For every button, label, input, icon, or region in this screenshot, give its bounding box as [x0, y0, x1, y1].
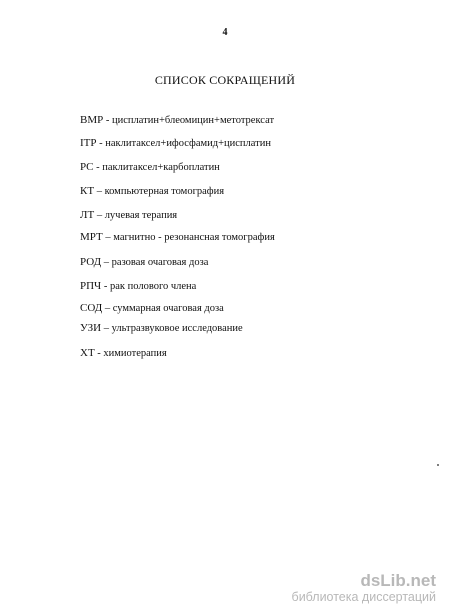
definition: - рак полового члена	[101, 281, 197, 292]
page-title: СПИСОК СОКРАЩЕНИЙ	[154, 73, 296, 87]
definition: – разовая очаговая доза	[101, 257, 209, 268]
abbreviation: ЛТ	[80, 209, 95, 221]
list-item	[80, 185, 224, 198]
abbreviation: МРТ	[80, 231, 103, 243]
list-item	[80, 161, 220, 174]
definition: - химиотерапия	[94, 348, 167, 359]
abbreviation: РОД	[80, 256, 102, 268]
abbreviation: PC	[80, 161, 94, 173]
list-item	[80, 231, 275, 244]
definition: – лучевая терапия	[94, 210, 178, 221]
definition: - цисплатин+блеомицин+метотрексат	[103, 115, 275, 126]
watermark	[292, 571, 436, 605]
abbreviation: РПЧ	[80, 280, 102, 292]
list-item	[80, 256, 208, 269]
list-item	[80, 114, 274, 127]
list-item	[80, 209, 177, 222]
abbreviation: ITP	[80, 137, 97, 149]
list-item	[80, 137, 271, 150]
watermark-brand: dsLib.net	[360, 571, 436, 590]
page-number: 4	[222, 27, 228, 38]
stray-mark	[437, 464, 439, 466]
abbreviation: СОД	[80, 302, 103, 314]
abbreviation: BMP	[80, 114, 104, 126]
list-item	[80, 280, 196, 293]
definition: – ультразвуковое исследование	[101, 323, 243, 334]
abbreviation: УЗИ	[80, 322, 102, 334]
definition: – компьютерная томография	[94, 186, 225, 197]
watermark-subtitle: библиотека диссертаций	[291, 590, 436, 604]
list-item	[80, 322, 243, 335]
abbreviation: КТ	[80, 185, 95, 197]
definition: – магнитно - резонансная томография	[102, 232, 275, 243]
definition: – суммарная очаговая доза	[102, 303, 224, 314]
list-item	[80, 347, 167, 360]
definition: - паклитаксел+карбоплатин	[93, 162, 220, 173]
definition: - наклитаксел+ифосфамид+цисплатин	[96, 138, 272, 149]
abbreviation: ХТ	[80, 347, 95, 359]
list-item	[80, 302, 224, 315]
